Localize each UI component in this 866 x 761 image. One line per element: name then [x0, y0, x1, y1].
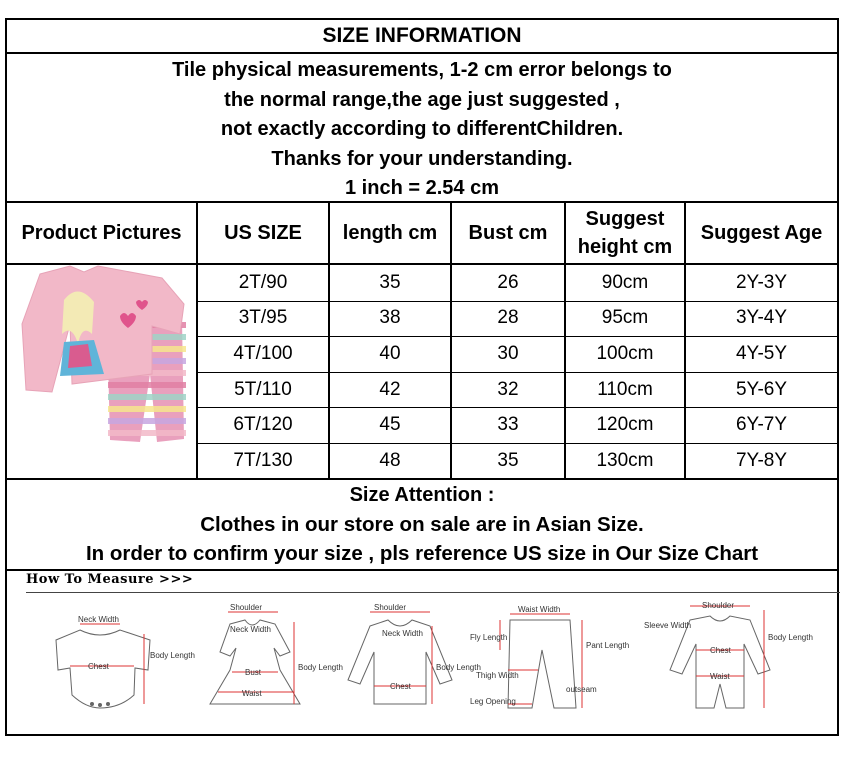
- pants-stripe: [108, 418, 186, 424]
- attention-title: Size Attention :: [349, 484, 495, 506]
- label-neck-width: Neck Width: [78, 615, 119, 624]
- cell-bust-cm: 32: [497, 378, 519, 400]
- cell-length-cm: 40: [379, 342, 401, 364]
- label-waist-2: Waist: [710, 672, 730, 681]
- label-shoulder-3: Shoulder: [702, 601, 735, 610]
- sweater-diagram: [348, 603, 481, 704]
- note-line-2: the normal range,the age just suggested ,: [224, 88, 620, 111]
- cell-length-cm: 48: [379, 449, 401, 471]
- cell-us-size: 5T/110: [234, 378, 292, 400]
- cell-height-cm: 95cm: [601, 307, 649, 329]
- cell-height-cm: 90cm: [601, 271, 649, 293]
- label-bust: Bust: [245, 668, 262, 677]
- cell-height-cm: 130cm: [596, 449, 654, 471]
- cell-us-size: 2T/90: [238, 271, 288, 293]
- cell-bust-cm: 26: [497, 271, 519, 293]
- cell-bust-cm: 33: [497, 414, 519, 436]
- notes-block: [7, 54, 837, 202]
- pants-stripe: [108, 382, 186, 388]
- label-shoulder-1: Shoulder: [230, 603, 263, 612]
- header-length-cm: length cm: [342, 222, 438, 244]
- header-suggest-age: Suggest Age: [700, 222, 823, 244]
- cell-length-cm: 42: [379, 378, 401, 400]
- cell-height-cm: 120cm: [596, 414, 654, 436]
- cell-bust-cm: 35: [497, 449, 519, 471]
- header-suggest-height: [566, 203, 684, 263]
- cell-bust-cm: 30: [497, 342, 519, 364]
- pants-diagram: [470, 605, 629, 708]
- cell-suggest-age: 6Y-7Y: [735, 414, 788, 436]
- header-suggest-height-line2: height cm: [577, 236, 673, 258]
- note-line-4: Thanks for your understanding.: [271, 147, 573, 170]
- note-line-3: not exactly according to differentChildren.: [220, 118, 624, 140]
- cell-suggest-age: 2Y-3Y: [735, 271, 788, 293]
- cell-us-size: 3T/95: [238, 307, 288, 329]
- header-bust-cm: Bust cm: [468, 222, 548, 244]
- label-sleeve-width: Sleeve Width: [644, 621, 692, 630]
- page-title: SIZE INFORMATION: [322, 24, 522, 47]
- cell-suggest-age: 3Y-4Y: [735, 307, 788, 329]
- cell-length-cm: 35: [379, 271, 401, 293]
- label-thigh-width: Thigh Width: [476, 671, 519, 680]
- label-chest-2: Chest: [390, 682, 411, 691]
- label-leg-opening: Leg Opening: [470, 697, 516, 706]
- cell-us-size: 7T/130: [233, 449, 293, 471]
- note-line-1: Tile physical measurements, 1-2 cm error belongs to: [172, 59, 672, 81]
- cell-length-cm: 38: [379, 307, 401, 329]
- label-chest-3: Chest: [710, 646, 731, 655]
- label-outseam: outseam: [566, 685, 597, 694]
- label-pant-length: Pant Length: [586, 641, 630, 650]
- label-waist-width: Waist Width: [518, 605, 561, 614]
- label-body-length-2: Body Length: [298, 663, 343, 672]
- label-chest-1: Chest: [88, 662, 109, 671]
- label-neck-width-3: Neck Width: [382, 629, 423, 638]
- cell-suggest-age: 7Y-8Y: [735, 449, 788, 471]
- label-body-length-4: Body Length: [768, 633, 813, 642]
- header-suggest-height-line1: Suggest: [585, 208, 665, 230]
- how-to-measure-title: How To Measure >>>: [26, 572, 194, 587]
- bodysuit-diagram: [56, 615, 195, 708]
- cell-height-cm: 110cm: [597, 378, 653, 400]
- header-us-size: US SIZE: [224, 222, 302, 244]
- label-neck-width-2: Neck Width: [230, 625, 271, 634]
- dress-diagram: [210, 603, 343, 704]
- label-body-length-1: Body Length: [150, 651, 195, 660]
- attention-line-2: In order to confirm your size , pls reference US size in Our Size Chart: [85, 542, 759, 565]
- header-product-pictures: Product Pictures: [21, 222, 182, 244]
- attention-line-1: Clothes in our store on sale are in Asian Size.: [200, 513, 644, 536]
- cell-height-cm: 100cm: [596, 342, 654, 364]
- label-waist-1: Waist: [242, 689, 262, 698]
- pants-stripe: [108, 394, 186, 400]
- measure-divider: [26, 592, 840, 593]
- note-line-5: 1 inch = 2.54 cm: [345, 177, 499, 199]
- label-fly-length: Fly Length: [470, 633, 508, 642]
- pants-stripe: [108, 430, 186, 436]
- label-shoulder-2: Shoulder: [374, 603, 407, 612]
- jumpsuit-diagram: [644, 601, 813, 708]
- pants-stripe: [108, 406, 186, 412]
- cell-us-size: 4T/100: [233, 342, 293, 364]
- cell-bust-cm: 28: [497, 307, 519, 329]
- cell-length-cm: 45: [379, 414, 401, 436]
- cell-suggest-age: 5Y-6Y: [735, 378, 788, 400]
- label-body-length-3: Body Length: [436, 663, 481, 672]
- product-pajama-image: [12, 264, 190, 454]
- how-to-measure-diagrams: [20, 600, 820, 718]
- cell-suggest-age: 4Y-5Y: [735, 342, 788, 364]
- cell-us-size: 6T/120: [233, 414, 293, 436]
